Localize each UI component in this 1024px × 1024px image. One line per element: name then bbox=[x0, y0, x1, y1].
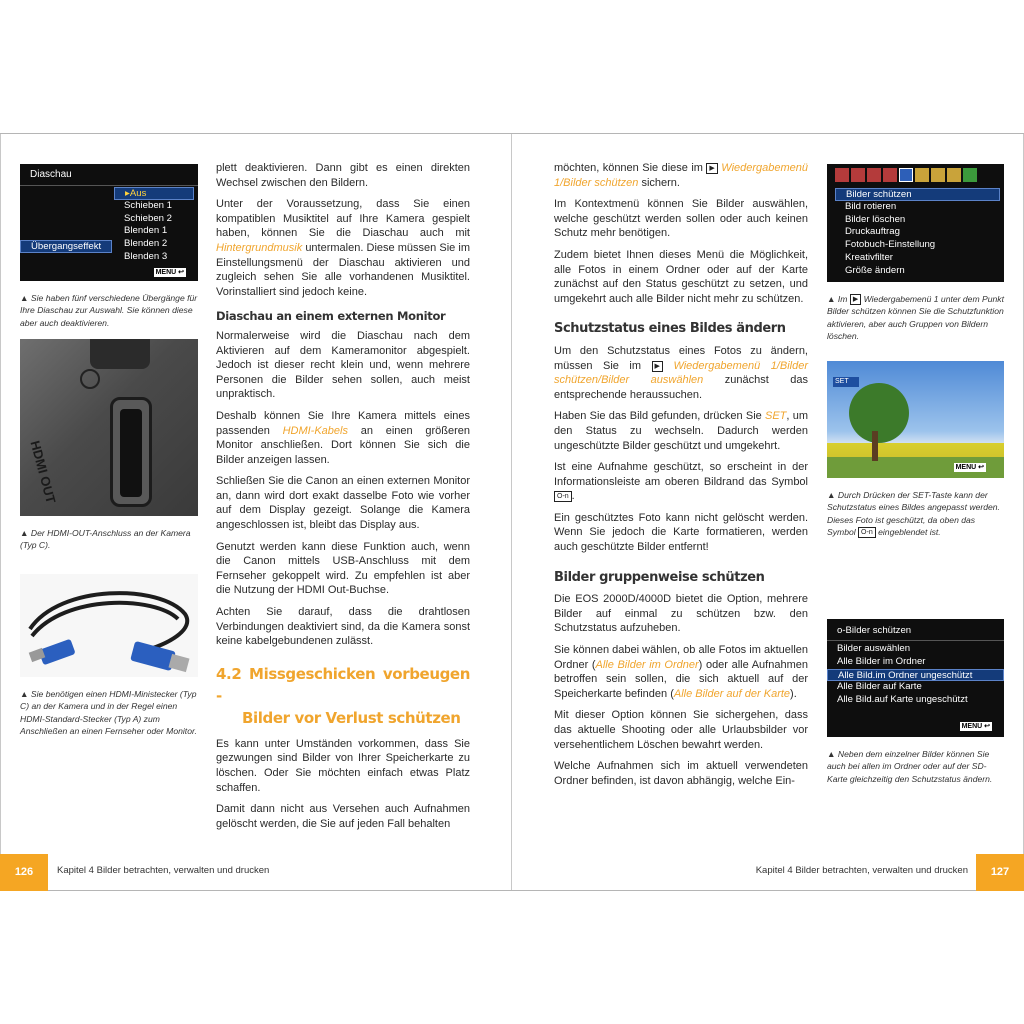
menu-back-badge: MENU ↩ bbox=[155, 269, 184, 276]
option-bilder-auswaehlen: Bilder auswählen bbox=[837, 643, 911, 654]
paragraph: Sie können dabei wählen, ob alle Fotos im aktuellen Ordner (Alle Bilder im Ordner) oder alle Aufnahmen betroffen sein sollen, die sich aktuell auf der Speicherkarte befinden (Alle Bilder auf der Karte). bbox=[554, 644, 808, 700]
menu-item-kreativfilter: Kreativfilter bbox=[845, 251, 893, 263]
paragraph: plett deaktivieren. Dann gibt es einen direkten Wechsel zwischen den Bildern. bbox=[216, 162, 470, 189]
caption-protect-menu: ▲ Neben dem einzelner Bilder können Sie auch bei allen im Ordner oder auf der SD-Karte gleichzeitig den Schutzstatus ändern. bbox=[827, 749, 993, 784]
playback-menu-screenshot bbox=[827, 164, 1004, 282]
paragraph: Damit dann nicht aus Versehen auch Aufnahmen gelöscht werden, die Sie auf jeden Fall behalten bbox=[216, 803, 470, 830]
left-text-column bbox=[216, 161, 470, 838]
caption-protected-photo: ▲ Durch Drücken der SET-Taste kann der Schutzstatus eines Bildes angepasst werden. Dieses Foto ist geschützt, da oben das Symbol O-n eingeblendet ist. bbox=[827, 490, 1000, 538]
menu-back-badge: MENU ↩ bbox=[961, 723, 990, 730]
menu-tab-bar bbox=[835, 168, 997, 184]
caption-diaschau: ▲ Sie haben fünf verschiedene Übergänge für Ihre Diaschau zur Auswahl. Sie können diese aber auch deaktivieren. bbox=[20, 293, 198, 328]
paragraph: Genutzt werden kann diese Funktion auch, wenn die Canon mittels USB-Anschluss mit dem Fernseher gekoppelt wird. Zu empfehlen ist aber die Nutzung der HDMI Out-Buchse. bbox=[216, 540, 470, 597]
paragraph: Im Kontextmenü können Sie Bilder auswählen, welche geschützt werden sollen oder auch keinen Schutz mehr benötigen. bbox=[554, 198, 808, 240]
protect-badge: SET bbox=[833, 377, 859, 387]
option-blenden-3: Blenden 3 bbox=[124, 250, 168, 262]
book-spread bbox=[0, 133, 1024, 891]
menu-item-bilder-schuetzen: Bilder schützen bbox=[835, 188, 1000, 201]
menu-item-fotobuch: Fotobuch-Einstellung bbox=[845, 239, 936, 251]
chapter-heading: 4.2 Missgeschicken vorbeugen - Bilder vor Verlust schützen bbox=[216, 664, 470, 727]
paragraph: Mit dieser Option können Sie sichergehen, dass das aktuelle Shooting oder alle Urlaubsbilder vor versehentlichem Löschen bewahrt werden. bbox=[554, 709, 808, 751]
paragraph: Es kann unter Umständen vorkommen, dass Sie gezwungen sind Bilder von Ihrer Speicherkarte zu löschen. Oder Sie möchten einfach etwas Platz schaffen. bbox=[216, 737, 470, 794]
paragraph: Um den Schutzstatus eines Fotos zu ändern, müssen Sie im ▶ Wiedergabemenü 1/Bilder schützen/Bilder auswählen zunächst das entsprechende heraussuchen. bbox=[554, 344, 808, 401]
paragraph: möchten, können Sie diese im ▶ Wiedergabemenü 1/Bilder schützen sichern. bbox=[554, 162, 809, 189]
hdmi-port-photo bbox=[20, 339, 198, 516]
right-text-column bbox=[554, 161, 808, 795]
paragraph: Ist eine Aufnahme geschützt, so erscheint in der Informationsleiste am oberen Bildrand das Symbol O-n . bbox=[554, 461, 808, 503]
footer-chapter-right: Kapitel 4 Bilder betrachten, verwalten und drucken bbox=[755, 865, 968, 876]
menu-item-bilder-loeschen: Bilder löschen bbox=[845, 213, 906, 225]
diaschau-menu-screenshot bbox=[20, 164, 198, 281]
option-blenden-2: Blenden 2 bbox=[124, 238, 168, 250]
paragraph: Deshalb können Sie Ihre Kamera mittels eines passenden HDMI-Kabels an einen größeren Monitor anschließen. Dort können Sie sich die Bilder anzeigen lassen. bbox=[216, 409, 470, 466]
menu-item-druckauftrag: Druckauftrag bbox=[845, 226, 900, 238]
subheading-external-monitor: Diaschau an einem externen Monitor bbox=[216, 309, 446, 324]
play-icon: ▶ bbox=[706, 163, 717, 174]
option-blenden-1: Blenden 1 bbox=[124, 225, 168, 237]
page-number-left: 126 bbox=[0, 854, 48, 891]
key-icon: O-n bbox=[858, 527, 876, 538]
paragraph: Achten Sie darauf, dass die drahtlosen Verbindungen deaktiviert sind, da die Kamera sonst keine kabelgebundenen zulässt. bbox=[216, 606, 470, 648]
caption-playback-menu: ▲ Im ▶ Wiedergabemenü 1 unter dem Punkt Bilder schützen können Sie die Schutzfunktion aktivieren, aber auch Gruppen von Bildern löschen. bbox=[827, 294, 1004, 342]
menu-item-groesse: Größe ändern bbox=[845, 264, 905, 276]
paragraph: Haben Sie das Bild gefunden, drücken Sie SET, um den Status zu wechseln. Dadurch werden ungeschützte Bilder geschützt und umgekehrt. bbox=[554, 410, 808, 452]
paragraph: Welche Aufnahmen sich im aktuell verwendeten Ordner befinden, ist davon abhängig, welche Ein- bbox=[554, 760, 808, 787]
option-schieben-1: Schieben 1 bbox=[124, 199, 173, 211]
caption-hdmi-cable: ▲ Sie benötigen einen HDMI-Ministecker (Typ C) an der Kamera und in der Regel einen HDMI-Standard-Stecker (Typ A) zum Anschließen an einen Fernseher oder Monitor. bbox=[20, 689, 197, 737]
menu-label-transition: Übergangseffekt bbox=[20, 240, 112, 253]
menu-title: o-Bilder schützen bbox=[837, 625, 912, 636]
page-number-right: 127 bbox=[976, 854, 1024, 891]
caption-hdmi-port: ▲ Der HDMI-OUT-Anschluss an der Kamera (Typ C). bbox=[20, 528, 191, 551]
protected-photo bbox=[827, 361, 1004, 478]
menu-back-badge: MENU ↩ bbox=[955, 464, 984, 471]
option-alle-auf-karte: Alle Bilder auf Karte bbox=[837, 681, 922, 693]
paragraph: Die EOS 2000D/4000D bietet die Option, mehrere Bilder auf einmal zu schützen bzw. den Schutzstatus aufzuheben. bbox=[554, 593, 808, 635]
option-karte-ungeschuetzt: Alle Bild.auf Karte ungeschützt bbox=[837, 694, 968, 706]
paragraph: Ein geschütztes Foto kann nicht gelöscht werden. Wenn Sie jedoch die Karte formatieren, werden auch geschützte Bilder entfernt! bbox=[554, 511, 808, 554]
subheading-protection-status: Schutzstatus eines Bildes ändern bbox=[554, 321, 786, 337]
paragraph: Unter der Voraussetzung, dass Sie einen kompatiblen Musiktitel auf Ihre Kamera gespielt haben, können Sie die Diaschau auch mit Hintergrundmusik untermalen. Diese müssen Sie im Einstellungsmenü der Diaschau aktivieren und zugleich sehen Sie alle vorhandenen Musiktitel. Vorinstalliert sind jedoch keine. bbox=[216, 198, 470, 298]
hdmi-cable-drawing bbox=[20, 574, 198, 677]
protect-menu-screenshot bbox=[827, 619, 1004, 737]
key-icon: O-n bbox=[554, 491, 572, 502]
hdmi-out-label: HDMI OUT bbox=[27, 439, 59, 505]
page-gutter bbox=[511, 134, 512, 890]
footer-chapter-left: Kapitel 4 Bilder betrachten, verwalten und drucken bbox=[57, 865, 270, 876]
menu-item-bild-rotieren: Bild rotieren bbox=[845, 200, 897, 212]
page-edge-left bbox=[0, 134, 1, 890]
key-icon: o- bbox=[837, 625, 846, 636]
play-icon: ▶ bbox=[652, 361, 663, 372]
hdmi-cable-photo bbox=[20, 574, 198, 677]
subheading-group-protect: Bilder gruppenweise schützen bbox=[554, 569, 765, 585]
paragraph: Normalerweise wird die Diaschau nach dem Aktivieren auf dem Kameramonitor abgespielt. Jedoch ist dieser recht klein und, wenn mehrere Personen die Bilder sehen sollen, auch meist unpraktisch. bbox=[216, 329, 470, 401]
play-icon: ▶ bbox=[850, 294, 861, 305]
option-alle-im-ordner: Alle Bilder im Ordner bbox=[837, 655, 926, 667]
option-schieben-2: Schieben 2 bbox=[124, 212, 173, 224]
option-ordner-ungeschuetzt: Alle Bild.im Ordner ungeschützt bbox=[827, 669, 1004, 682]
option-aus: ▸Aus bbox=[114, 187, 194, 200]
paragraph: Schließen Sie die Canon an einen externen Monitor an, dann wird dort exakt dasselbe Foto wie vorher auf dem Display gezeigt. Solange die Kamera angeschlossen ist, bleibt das Display aus. bbox=[216, 475, 470, 532]
menu-title: Diaschau bbox=[30, 169, 72, 180]
paragraph: Zudem bietet Ihnen dieses Menü die Möglichkeit, alle Fotos in einem Ordner oder auf der Karte zunächst auf den Status geschützt zu setzen, und umgekehrt auch alle Bilder nicht mehr zu schützen. bbox=[554, 248, 808, 305]
